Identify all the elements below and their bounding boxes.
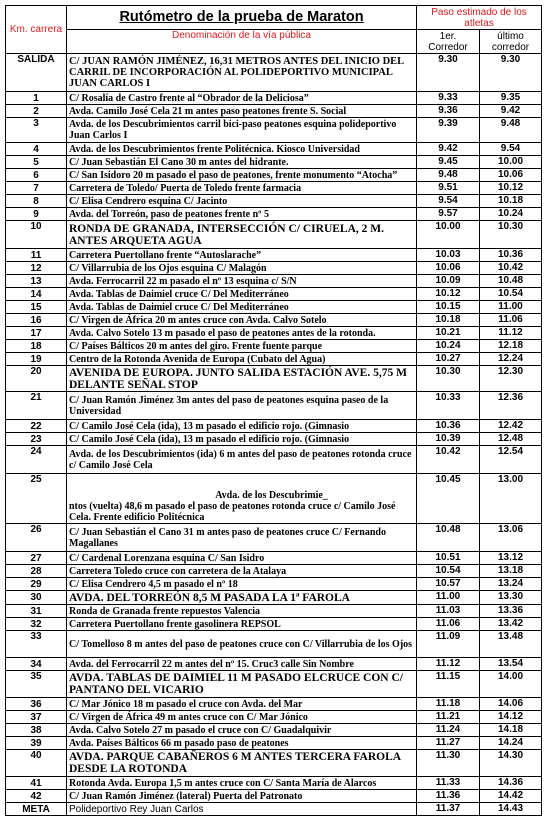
first-time-cell: 11.30 <box>417 750 480 777</box>
last-time-cell: 14.00 <box>480 671 542 698</box>
km-cell: SALIDA <box>6 54 67 92</box>
table-row <box>6 724 542 737</box>
rutometro-sheet <box>5 5 542 816</box>
table-row <box>6 591 542 605</box>
last-time-cell: 9.42 <box>480 105 542 118</box>
desc-cell: C/ San Isidoro 20 m pasado el paso de peatones, frente monumento “Atocha” <box>67 169 417 182</box>
desc-cell: AVDA. TABLAS DE DAIMIEL 11 M PASADO ELCRUCE CON C/ PANTANO DEL VICARIO <box>67 671 417 698</box>
first-time-cell: 9.30 <box>417 54 480 92</box>
first-time-cell: 10.36 <box>417 420 480 433</box>
desc-cell: C/ Juan Ramón Jiménez (lateral) Puerta del Patronato <box>67 790 417 803</box>
desc-cell: Avda. Países Bálticos 66 m pasado paso de peatones <box>67 737 417 750</box>
table-row <box>6 92 542 105</box>
km-cell: 36 <box>6 698 67 711</box>
paso-header: Paso estimado de los atletas <box>417 6 542 30</box>
desc-cell: Avda. Tablas de Daimiel cruce C/ Del Mediterráneo <box>67 301 417 314</box>
table-row <box>6 474 542 524</box>
km-cell: META <box>6 803 67 816</box>
table-row <box>6 340 542 353</box>
title-row <box>6 6 542 30</box>
desc-cell: AVENIDA DE EUROPA. JUNTO SALIDA ESTACIÓN AVE. 5,75 M DELANTE SEÑAL STOP <box>67 366 417 392</box>
desc-first-line: Avda. de los Descubrimie_ <box>215 490 328 501</box>
km-cell: 21 <box>6 392 67 420</box>
desc-cell: Avda. Calvo Sotelo 27 m pasado el cruce con C/ Guadalquivir <box>67 724 417 737</box>
desc-cell: Carretera de Toledo/ Puerta de Toledo frente farmacia <box>67 182 417 195</box>
first-time-cell: 10.21 <box>417 327 480 340</box>
table-row <box>6 182 542 195</box>
last-time-cell: 14.36 <box>480 777 542 790</box>
desc-cell: Carretera Puertollano frente gasolinera REPSOL <box>67 618 417 631</box>
last-time-cell: 9.54 <box>480 143 542 156</box>
last-time-cell: 13.12 <box>480 552 542 565</box>
table-row <box>6 169 542 182</box>
first-time-cell: 10.51 <box>417 552 480 565</box>
km-cell: 19 <box>6 353 67 366</box>
desc-cell: AVDA. DEL TORREÓN 8,5 M PASADA LA 1ª FAROLA <box>67 591 417 605</box>
km-cell: 23 <box>6 433 67 446</box>
km-cell: 30 <box>6 591 67 605</box>
last-time-cell: 10.00 <box>480 156 542 169</box>
km-cell: 2 <box>6 105 67 118</box>
km-cell: 39 <box>6 737 67 750</box>
table-row <box>6 552 542 565</box>
table-row <box>6 392 542 420</box>
table-row <box>6 658 542 671</box>
desc-cell: Avda. Ferrocarril 22 m pasado el nº 13 esquina c/ S/N <box>67 275 417 288</box>
km-cell: 11 <box>6 249 67 262</box>
desc-cell: C/ JUAN RAMÓN JIMÉNEZ, 16,31 METROS ANTES DEL INICIO DEL CARRIL DE INCORPORACIÓN AL POLIDEPORTIVO MUNICIPAL JUAN CARLOS I <box>67 54 417 92</box>
page-title: Rutómetro de la prueba de Maraton <box>67 6 417 30</box>
last-time-cell: 12.48 <box>480 433 542 446</box>
table-row <box>6 288 542 301</box>
desc-cell: C/ Mar Jónico 18 m pasado el cruce con Avda. del Mar <box>67 698 417 711</box>
desc-cell: C/ Tomelloso 8 m antes del paso de peatones cruce con C/ Villarrubia de los Ojos <box>67 631 417 658</box>
first-time-cell: 10.39 <box>417 433 480 446</box>
last-time-cell: 14.30 <box>480 750 542 777</box>
first-time-cell: 9.54 <box>417 195 480 208</box>
first-time-cell: 10.06 <box>417 262 480 275</box>
last-time-cell: 11.06 <box>480 314 542 327</box>
first-time-cell: 11.24 <box>417 724 480 737</box>
first-time-cell: 11.09 <box>417 631 480 658</box>
table-row <box>6 221 542 249</box>
first-time-cell: 11.00 <box>417 591 480 605</box>
first-time-cell: 9.39 <box>417 118 480 143</box>
last-time-cell: 10.36 <box>480 249 542 262</box>
first-time-cell: 11.18 <box>417 698 480 711</box>
last-time-cell: 9.35 <box>480 92 542 105</box>
first-time-cell: 10.45 <box>417 474 480 524</box>
desc-cell: Centro de la Rotonda Avenida de Europa (Cubato del Agua) <box>67 353 417 366</box>
last-time-cell: 12.18 <box>480 340 542 353</box>
table-row <box>6 156 542 169</box>
first-time-cell: 10.00 <box>417 221 480 249</box>
last-time-cell: 10.12 <box>480 182 542 195</box>
km-cell: 17 <box>6 327 67 340</box>
km-cell: 38 <box>6 724 67 737</box>
km-cell: 12 <box>6 262 67 275</box>
table-row <box>6 433 542 446</box>
desc-cell: Ronda de Granada frente repuestos Valencia <box>67 605 417 618</box>
km-cell: 15 <box>6 301 67 314</box>
first-time-cell: 10.33 <box>417 392 480 420</box>
last-time-cell: 10.18 <box>480 195 542 208</box>
desc-cell: Avda. Camilo José Cela 21 m antes paso peatones frente S. Social <box>67 105 417 118</box>
rutometro-table <box>5 5 542 816</box>
km-cell: 16 <box>6 314 67 327</box>
first-time-cell: 10.12 <box>417 288 480 301</box>
table-row <box>6 698 542 711</box>
last-time-cell: 12.30 <box>480 366 542 392</box>
desc-cell: Polideportivo Rey Juan Carlos <box>67 803 417 816</box>
desc-cell: C/ Camilo José Cela (ida), 13 m pasado el edificio rojo. (Gimnasio <box>67 420 417 433</box>
first-time-cell: 10.24 <box>417 340 480 353</box>
desc-continuation: ntos (vuelta) 48,6 m pasado el paso de peatones rotonda cruce c/ Camilo José Cela. Frente edificio Politécnica <box>69 501 396 523</box>
table-row <box>6 790 542 803</box>
table-row <box>6 314 542 327</box>
desc-cell: C/ Camilo José Cela (ida), 13 m pasado el edificio rojo. (Gimnasio <box>67 433 417 446</box>
desc-cell: Avda. de los Descubrimientos (ida) 6 m antes del paso de peatones rotonda cruce c/ Camilo José Cela <box>67 446 417 474</box>
last-time-cell: 14.42 <box>480 790 542 803</box>
last-time-cell: 14.43 <box>480 803 542 816</box>
first-time-cell: 9.57 <box>417 208 480 221</box>
last-time-cell: 10.24 <box>480 208 542 221</box>
desc-cell: C/ Virgen de África 20 m antes cruce con Avda. Calvo Sotelo <box>67 314 417 327</box>
km-cell: 1 <box>6 92 67 105</box>
desc-cell: C/ Rosalía de Castro frente al “Obrador de la Deliciosa” <box>67 92 417 105</box>
last-time-cell: 13.18 <box>480 565 542 578</box>
km-cell: 3 <box>6 118 67 143</box>
km-cell: 5 <box>6 156 67 169</box>
last-time-cell: 10.54 <box>480 288 542 301</box>
table-row <box>6 618 542 631</box>
last-time-cell: 10.48 <box>480 275 542 288</box>
km-cell: 4 <box>6 143 67 156</box>
table-row <box>6 711 542 724</box>
first-time-cell: 10.48 <box>417 524 480 552</box>
table-row <box>6 262 542 275</box>
first-time-cell: 10.15 <box>417 301 480 314</box>
table-row <box>6 54 542 92</box>
last-time-cell: 14.06 <box>480 698 542 711</box>
first-time-cell: 10.42 <box>417 446 480 474</box>
first-time-cell: 10.30 <box>417 366 480 392</box>
table-row <box>6 803 542 816</box>
first-time-cell: 10.27 <box>417 353 480 366</box>
desc-cell <box>67 474 417 524</box>
desc-cell: C/ Juan Sebastián El Cano 30 m antes del hidrante. <box>67 156 417 169</box>
first-time-cell: 9.48 <box>417 169 480 182</box>
last-time-cell: 12.54 <box>480 446 542 474</box>
km-cell: 28 <box>6 565 67 578</box>
last-time-cell: 9.30 <box>480 54 542 92</box>
last-time-cell: 11.12 <box>480 327 542 340</box>
desc-cell: C/ Elisa Cendrero esquina C/ Jacinto <box>67 195 417 208</box>
desc-cell: Avda. Calvo Sotelo 13 m pasado el paso de peatones antes de la rotonda. <box>67 327 417 340</box>
first-time-cell: 11.06 <box>417 618 480 631</box>
km-cell: 29 <box>6 578 67 591</box>
km-cell: 14 <box>6 288 67 301</box>
table-row <box>6 105 542 118</box>
desc-cell: C/ Elisa Cendrero 4,5 m pasado el nº 18 <box>67 578 417 591</box>
first-time-cell: 11.12 <box>417 658 480 671</box>
desc-cell: AVDA. PARQUE CABAÑEROS 6 M ANTES TERCERA FAROLA DESDE LA ROTONDA <box>67 750 417 777</box>
first-time-cell: 10.57 <box>417 578 480 591</box>
km-cell: 27 <box>6 552 67 565</box>
first-time-cell: 11.33 <box>417 777 480 790</box>
last-time-cell: 13.54 <box>480 658 542 671</box>
table-row <box>6 750 542 777</box>
desc-cell: Carretera Toledo cruce con carretera de la Atalaya <box>67 565 417 578</box>
desc-cell: C/ Juan Sebastián el Cano 31 m antes paso de peatones cruce C/ Fernando Magallanes <box>67 524 417 552</box>
desc-cell: Avda. del Ferrocarril 22 m antes del nº 15. Cruc3 calle Sin Nombre <box>67 658 417 671</box>
table-row <box>6 118 542 143</box>
km-cell: 7 <box>6 182 67 195</box>
km-cell: 25 <box>6 474 67 524</box>
km-header: Km. carrera <box>6 6 67 54</box>
last-time-cell: 13.30 <box>480 591 542 605</box>
desc-cell: Avda. de los Descubrimientos frente Politécnica. Kiosco Universidad <box>67 143 417 156</box>
km-cell: 42 <box>6 790 67 803</box>
table-row <box>6 143 542 156</box>
desc-cell: Carretera Puertollano frente “Autoslarache” <box>67 249 417 262</box>
last-time-cell: 12.42 <box>480 420 542 433</box>
last-time-cell: 10.06 <box>480 169 542 182</box>
first-time-cell: 9.42 <box>417 143 480 156</box>
km-cell: 26 <box>6 524 67 552</box>
last-time-cell: 12.36 <box>480 392 542 420</box>
km-cell: 22 <box>6 420 67 433</box>
desc-cell: C/ Cardenal Lorenzana esquina C/ San Isidro <box>67 552 417 565</box>
table-row <box>6 524 542 552</box>
desc-cell: Avda. Tablas de Daimiel cruce C/ Del Mediterráneo <box>67 288 417 301</box>
last-time-cell: 11.00 <box>480 301 542 314</box>
last-runner-header: último corredor <box>480 30 542 54</box>
km-cell: 13 <box>6 275 67 288</box>
last-time-cell: 9.48 <box>480 118 542 143</box>
via-header: Denominación de la vía pública <box>67 30 417 54</box>
first-runner-header: 1er. Corredor <box>417 30 480 54</box>
last-time-cell: 14.24 <box>480 737 542 750</box>
km-cell: 24 <box>6 446 67 474</box>
table-row <box>6 301 542 314</box>
table-row <box>6 631 542 658</box>
table-row <box>6 565 542 578</box>
first-time-cell: 10.54 <box>417 565 480 578</box>
first-time-cell: 11.37 <box>417 803 480 816</box>
km-cell: 40 <box>6 750 67 777</box>
km-cell: 18 <box>6 340 67 353</box>
desc-cell: C/ Países Bálticos 20 m antes del giro. Frente fuente parque <box>67 340 417 353</box>
desc-cell: Rotonda Avda. Europa 1,5 m antes cruce con C/ Santa María de Alarcos <box>67 777 417 790</box>
table-row <box>6 327 542 340</box>
table-row <box>6 353 542 366</box>
last-time-cell: 13.06 <box>480 524 542 552</box>
last-time-cell: 12.24 <box>480 353 542 366</box>
desc-cell: C/ Virgen de África 49 m antes cruce con C/ Mar Jónico <box>67 711 417 724</box>
desc-cell: C/ Juan Ramón Jiménez 3m antes del paso de peatones esquina paseo de la Universidad <box>67 392 417 420</box>
desc-cell: C/ Villarrubia de los Ojos esquina C/ Malagón <box>67 262 417 275</box>
table-row <box>6 578 542 591</box>
desc-cell: Avda. de los Descubrimientos carril bici-paso peatones esquina polideportivo Juan Carlos I <box>67 118 417 143</box>
km-cell: 31 <box>6 605 67 618</box>
km-cell: 8 <box>6 195 67 208</box>
km-cell: 35 <box>6 671 67 698</box>
km-cell: 34 <box>6 658 67 671</box>
last-time-cell: 14.18 <box>480 724 542 737</box>
km-cell: 20 <box>6 366 67 392</box>
first-time-cell: 11.27 <box>417 737 480 750</box>
km-cell: 32 <box>6 618 67 631</box>
first-time-cell: 11.15 <box>417 671 480 698</box>
table-row <box>6 208 542 221</box>
first-time-cell: 9.36 <box>417 105 480 118</box>
table-row <box>6 605 542 618</box>
table-row <box>6 671 542 698</box>
km-cell: 9 <box>6 208 67 221</box>
km-cell: 6 <box>6 169 67 182</box>
table-row <box>6 777 542 790</box>
first-time-cell: 10.03 <box>417 249 480 262</box>
subheader-row <box>6 30 542 54</box>
last-time-cell: 14.12 <box>480 711 542 724</box>
first-time-cell: 10.18 <box>417 314 480 327</box>
first-time-cell: 11.03 <box>417 605 480 618</box>
last-time-cell: 10.30 <box>480 221 542 249</box>
first-time-cell: 11.21 <box>417 711 480 724</box>
first-time-cell: 10.09 <box>417 275 480 288</box>
table-row <box>6 366 542 392</box>
first-time-cell: 9.45 <box>417 156 480 169</box>
first-time-cell: 9.33 <box>417 92 480 105</box>
last-time-cell: 13.24 <box>480 578 542 591</box>
first-time-cell: 9.51 <box>417 182 480 195</box>
km-cell: 10 <box>6 221 67 249</box>
last-time-cell: 13.42 <box>480 618 542 631</box>
km-cell: 33 <box>6 631 67 658</box>
table-row <box>6 737 542 750</box>
table-row <box>6 249 542 262</box>
last-time-cell: 13.36 <box>480 605 542 618</box>
last-time-cell: 13.48 <box>480 631 542 658</box>
desc-cell: RONDA DE GRANADA, INTERSECCIÓN C/ CIRUELA, 2 M. ANTES ARQUETA AGUA <box>67 221 417 249</box>
last-time-cell: 13.00 <box>480 474 542 524</box>
first-time-cell: 11.36 <box>417 790 480 803</box>
km-cell: 37 <box>6 711 67 724</box>
last-time-cell: 10.42 <box>480 262 542 275</box>
table-row <box>6 446 542 474</box>
table-row <box>6 195 542 208</box>
desc-cell: Avda. del Torreón, paso de peatones frente nº 5 <box>67 208 417 221</box>
table-row <box>6 275 542 288</box>
table-row <box>6 420 542 433</box>
km-cell: 41 <box>6 777 67 790</box>
